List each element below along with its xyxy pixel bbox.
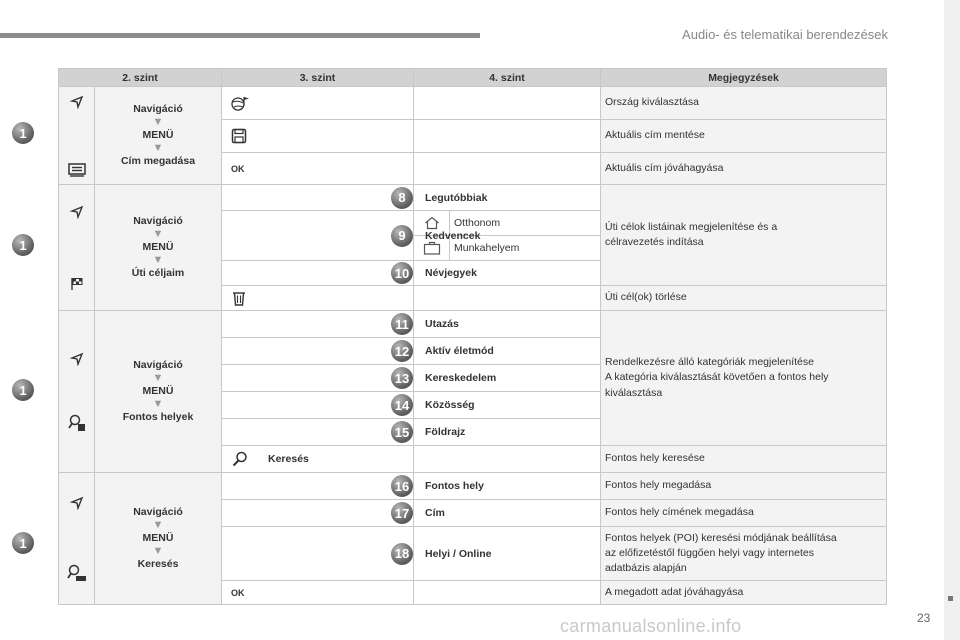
path-target: Cím megadása (120, 155, 196, 167)
level2-icon-cell (59, 311, 95, 473)
level3-label: Földrajz (425, 426, 466, 438)
note-cell: Fontos hely keresése (601, 446, 887, 473)
watermark: carmanualsonline.info (560, 616, 742, 636)
page-marker (948, 596, 953, 601)
path-menu: MENÜ (142, 241, 174, 253)
level2-path-cell (95, 185, 222, 311)
note-cell: Úti cél(ok) törlése (601, 286, 887, 311)
level4-cell: Munkahelyem (450, 236, 601, 261)
arrow-down-icon: ▼ (152, 372, 164, 384)
note-line: Úti célok listáinak megjelenítése és a (605, 220, 778, 233)
menu-path (95, 506, 221, 571)
level3-cell (222, 392, 475, 419)
navigation-icon (69, 95, 85, 109)
level4-cell: Otthonom (450, 211, 601, 236)
level3-label: Kedvencek (425, 229, 481, 242)
level4-cell (414, 120, 601, 153)
home-icon (424, 216, 440, 230)
path-target: Úti céljaim (131, 267, 185, 279)
level3-label: Keresés (268, 453, 309, 465)
ok-icon: OK (231, 587, 245, 598)
briefcase-icon (423, 241, 441, 255)
step-badge: 12 (391, 340, 413, 362)
level2-icon-cell (59, 87, 95, 185)
menu-path (95, 215, 221, 280)
step-badge: 14 (391, 394, 413, 416)
table-row (59, 473, 887, 500)
level3-cell (222, 365, 497, 392)
level3-cell (222, 500, 445, 527)
level3-label: Kereskedelem (425, 372, 497, 384)
path-navigation: Navigáció (133, 103, 183, 115)
level4-cell (414, 87, 601, 120)
level2-icon-cell (59, 185, 95, 311)
note-line: célravezetés indítása (605, 236, 704, 248)
arrow-down-icon: ▼ (152, 519, 164, 531)
note-line: A kategória kiválasztását követően a fontos hely (605, 371, 829, 384)
page-edge-strip (944, 0, 960, 640)
level3-label: Utazás (425, 318, 459, 330)
level4-cell (414, 446, 601, 473)
step-badge: 8 (391, 187, 413, 209)
note-cell: Aktuális cím jóváhagyása (601, 153, 887, 185)
level3-cell (222, 261, 477, 286)
note-line: Rendelkezésre álló kategóriák megjelenítése (605, 356, 814, 369)
checkered-flag-icon (70, 277, 84, 291)
level3-cell (222, 185, 488, 211)
note-line: Fontos helyek (POI) keresési módjának beállítása (605, 531, 837, 544)
note-line: adatbázis alapján (605, 562, 687, 575)
table-row (59, 87, 887, 120)
arrow-down-icon: ▼ (152, 398, 164, 410)
path-menu: MENÜ (142, 129, 174, 141)
step-badge: 16 (391, 475, 413, 497)
level3-cell (222, 527, 492, 581)
step-badge: 9 (391, 225, 413, 247)
level3-label: Aktív életmód (425, 345, 494, 357)
arrow-down-icon: ▼ (152, 545, 164, 557)
level4-cell (414, 153, 601, 185)
level3-cell (222, 153, 414, 185)
trash-icon (232, 290, 246, 306)
level3-cell (222, 87, 414, 120)
arrow-down-icon: ▼ (152, 228, 164, 240)
menu-path (95, 359, 221, 424)
step-badge: 10 (391, 262, 413, 284)
navigation-icon (69, 496, 85, 510)
menu-table (58, 68, 887, 605)
arrow-down-icon: ▼ (152, 142, 164, 154)
table-row (59, 185, 887, 211)
level3-label: Legutóbbiak (425, 191, 488, 204)
step-badge: 11 (391, 313, 413, 335)
level2-path-cell (95, 87, 222, 185)
header-bar (0, 33, 480, 38)
note-cell: A megadott adat jóváhagyása (601, 581, 887, 605)
step-badge-1: 1 (12, 122, 34, 144)
column-header: 3. szint (222, 69, 414, 87)
column-header: Megjegyzések (601, 69, 887, 87)
path-navigation: Navigáció (133, 215, 183, 227)
level3-cell (222, 286, 414, 311)
level3-cell (222, 473, 484, 500)
level3-cell (222, 338, 494, 365)
level4-cell (414, 286, 601, 311)
level3-label: Cím (425, 507, 445, 519)
level3-cell (222, 120, 414, 153)
globe-flag-icon (230, 95, 250, 111)
step-badge-1: 1 (12, 379, 34, 401)
search-icon (232, 451, 248, 467)
column-header: 4. szint (414, 69, 601, 87)
arrow-down-icon: ▼ (152, 116, 164, 128)
level3-label: Közösség (425, 399, 475, 411)
step-badge: 18 (391, 543, 413, 565)
level3-cell (222, 581, 414, 605)
path-navigation: Navigáció (133, 359, 183, 371)
note-cell: Ország kiválasztása (601, 87, 887, 120)
step-badge: 17 (391, 502, 413, 524)
note-cell: Fontos hely megadása (601, 473, 887, 500)
level3-cell (222, 446, 414, 473)
note-cell (601, 527, 887, 581)
step-badge-1: 1 (12, 532, 34, 554)
step-badge-1: 1 (12, 234, 34, 256)
path-menu: MENÜ (142, 532, 174, 544)
address-card-icon (68, 163, 86, 177)
arrow-down-icon: ▼ (152, 254, 164, 266)
level3-cell (222, 311, 459, 338)
poi-search-icon (68, 414, 86, 432)
column-header: 2. szint (59, 69, 222, 87)
level2-path-cell (95, 311, 222, 473)
path-menu: MENÜ (142, 385, 174, 397)
level3-cell (222, 419, 466, 446)
note-cell (601, 311, 887, 446)
level4-cell (414, 581, 601, 605)
level3-label: Helyi / Online (425, 547, 492, 560)
path-target: Keresés (137, 558, 179, 570)
table-row (59, 311, 887, 338)
level2-path-cell (95, 473, 222, 605)
menu-path (95, 103, 221, 168)
note-line: kiválasztása (605, 386, 663, 399)
level2-icon-cell (59, 473, 95, 605)
navigation-icon (69, 205, 85, 219)
ok-icon: OK (231, 163, 245, 174)
table-header-row (59, 69, 887, 87)
path-target: Fontos helyek (122, 411, 194, 423)
note-cell: Fontos hely címének megadása (601, 500, 887, 527)
section-title: Audio- és telematikai berendezések (682, 27, 888, 42)
level3-label: Névjegyek (425, 267, 477, 279)
note-cell (601, 185, 887, 286)
step-badge: 13 (391, 367, 413, 389)
note-cell: Aktuális cím mentése (601, 120, 887, 153)
navigation-icon (69, 352, 85, 366)
search-abc-icon (67, 564, 87, 582)
page-number: 23 (917, 611, 931, 625)
save-icon (231, 128, 247, 144)
step-badge: 15 (391, 421, 413, 443)
level3-label: Fontos hely (425, 480, 484, 492)
note-line: az előfizetéstől függően helyi vagy internetes (605, 546, 814, 559)
path-navigation: Navigáció (133, 506, 183, 518)
